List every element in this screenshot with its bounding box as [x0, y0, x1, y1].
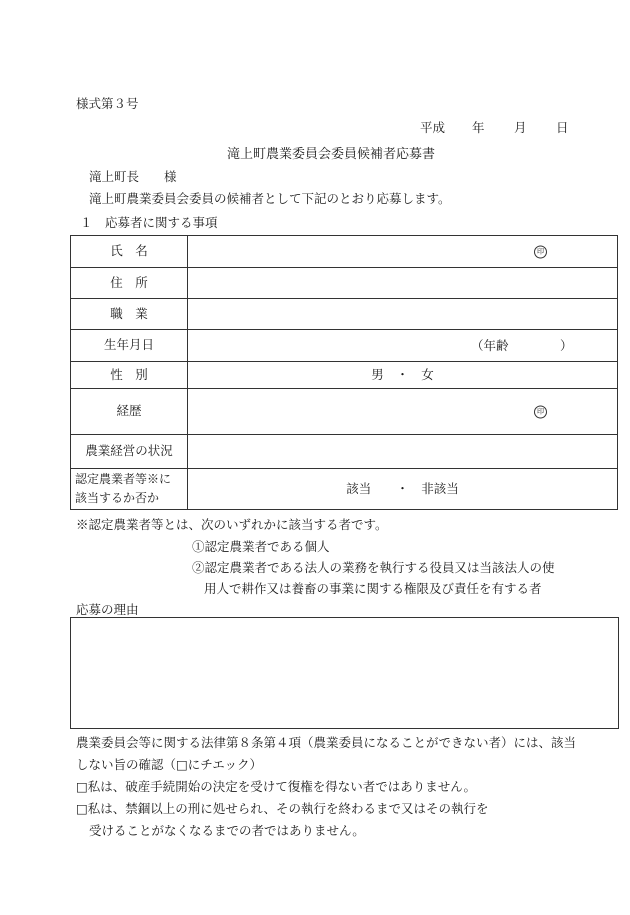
checkbox-imprisonment[interactable]: □私は、禁錮以上の刑に処せられ、その執行を終わるまで又はその執行を — [76, 801, 489, 816]
field-certified-farmer[interactable]: 該当 ・ 非該当 — [188, 469, 618, 510]
applicant-table — [70, 235, 618, 510]
field-career[interactable] — [188, 389, 618, 435]
row-gender — [71, 362, 618, 389]
row-birthdate — [71, 330, 618, 362]
date-line — [420, 122, 569, 135]
addressee: 滝上町長 様 — [89, 169, 177, 184]
label-address: 住 所 — [71, 268, 188, 299]
date-month: 月 — [514, 120, 527, 135]
label-gender: 性 別 — [71, 362, 188, 389]
seal-mark-icon: 印 — [534, 245, 547, 258]
law-text-line2: しない旨の確認（□にチエック） — [76, 757, 263, 772]
law-text-line1: 農業委員会等に関する法律第８条第４項（農業委員になることができない者）には、該当 — [76, 735, 577, 750]
label-occupation: 職 業 — [71, 299, 188, 330]
field-name[interactable] — [188, 236, 618, 268]
row-occupation — [71, 299, 618, 330]
label-farm-status: 農業経営の状況 — [71, 435, 188, 469]
row-career — [71, 389, 618, 435]
intro-text: 滝上町農業委員会委員の候補者として下記のとおり応募します。 — [89, 191, 451, 206]
checkbox-imprisonment-cont: 受けることがなくなるまでの者ではありません。 — [89, 823, 365, 838]
field-gender[interactable]: 男 ・ 女 — [188, 362, 618, 389]
label-birthdate: 生年月日 — [71, 330, 188, 362]
reason-label: 応募の理由 — [76, 602, 139, 617]
field-occupation[interactable] — [188, 299, 618, 330]
note-item-2: ②認定農業者である法人の業務を執行する役員又は当該法人の使 — [192, 560, 555, 575]
note-item-1: ①認定農業者である個人 — [192, 539, 330, 554]
row-certified-farmer — [71, 469, 618, 510]
row-farm-status — [71, 435, 618, 469]
seal-mark-icon: 印 — [534, 405, 547, 418]
document-title: 滝上町農業委員会委員候補者応募書 — [227, 147, 436, 162]
row-address — [71, 268, 618, 299]
label-name: 氏 名 — [71, 236, 188, 268]
label-certified-farmer — [71, 469, 188, 510]
note-item-2-cont: 用人で耕作又は養畜の事業に関する権限及び責任を有する者 — [204, 581, 542, 596]
row-name — [71, 236, 618, 268]
date-day: 日 — [556, 120, 569, 135]
form-number: 様式第３号 — [76, 96, 139, 111]
field-birthdate[interactable] — [188, 330, 618, 362]
date-year: 年 — [472, 120, 485, 135]
age-label: （年齢 — [471, 337, 509, 353]
date-era: 平成 — [420, 120, 446, 135]
label-certified-line2: 該当するか否か — [75, 491, 160, 505]
checkbox-bankruptcy[interactable]: □私は、破産手続開始の決定を受けて復権を得ない者ではありません。 — [76, 779, 477, 794]
age-close-paren: ） — [560, 337, 573, 353]
field-address[interactable] — [188, 268, 618, 299]
note-main: ※認定農業者等とは、次のいずれかに該当する者です。 — [76, 517, 388, 532]
section-heading: １ 応募者に関する事項 — [80, 215, 218, 230]
label-career: 経歴 — [71, 389, 188, 435]
reason-textarea[interactable] — [70, 617, 619, 729]
label-certified-line1: 認定農業者等※に — [75, 472, 172, 486]
field-farm-status[interactable] — [188, 435, 618, 469]
